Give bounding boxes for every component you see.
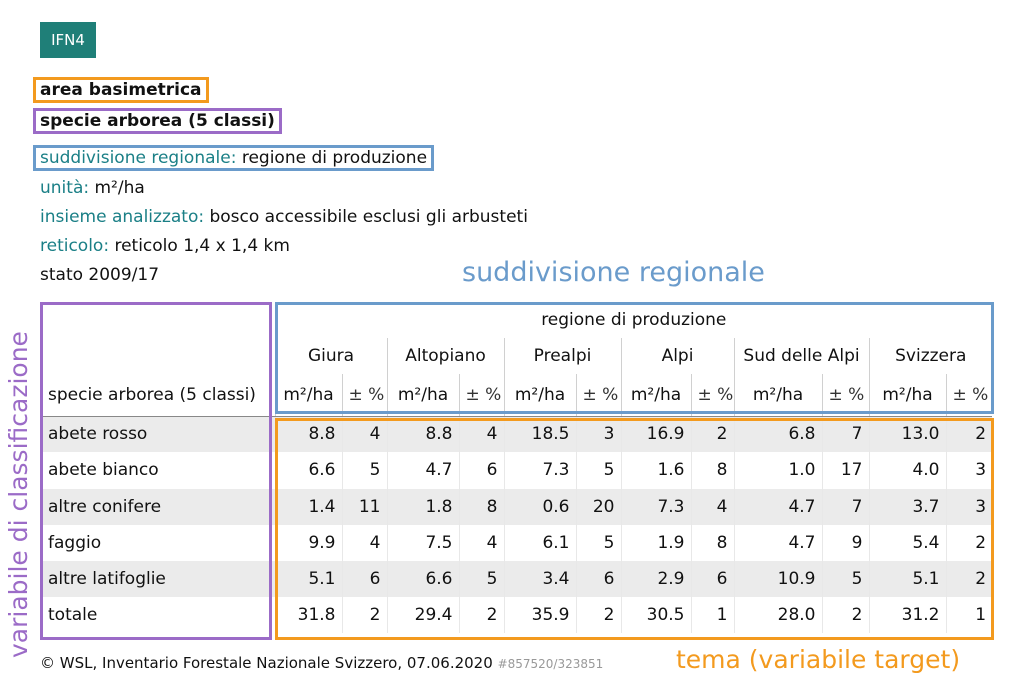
population-line — [40, 207, 528, 227]
target-annotation: tema (variabile target) — [676, 645, 961, 674]
table-row — [42, 416, 992, 452]
row-header: specie arborea (5 classi) — [42, 374, 275, 416]
value-cell: 0.6 — [504, 489, 576, 525]
error-cell: 2 — [576, 597, 621, 633]
table-row — [42, 561, 992, 597]
error-unit-header: ± % — [691, 374, 734, 416]
error-cell: 6 — [691, 561, 734, 597]
table-row — [42, 597, 992, 633]
error-cell: 3 — [946, 489, 992, 525]
value-cell: 13.0 — [869, 416, 946, 452]
grid-value: reticolo 1,4 x 1,4 km — [114, 236, 290, 256]
category-cell: totale — [48, 605, 98, 626]
value-cell: 31.8 — [275, 597, 342, 633]
table-row — [42, 525, 992, 561]
region-header: Giura — [275, 338, 387, 374]
value-cell: 31.2 — [869, 597, 946, 633]
subdivision-box — [33, 145, 434, 171]
value-cell: 2.9 — [621, 561, 691, 597]
error-cell: 20 — [576, 489, 621, 525]
value-cell: 4.7 — [387, 452, 459, 488]
error-cell: 5 — [342, 452, 387, 488]
population-value: bosco accessibile esclusi gli arbusteti — [209, 207, 528, 227]
value-cell: 35.9 — [504, 597, 576, 633]
value-cell: 9.9 — [275, 525, 342, 561]
value-cell: 7.3 — [621, 489, 691, 525]
error-cell: 7 — [822, 416, 869, 452]
unit-label: unità: — [40, 178, 90, 198]
error-cell: 2 — [691, 416, 734, 452]
classification-line — [40, 111, 282, 131]
error-cell: 4 — [459, 525, 504, 561]
error-cell: 4 — [691, 489, 734, 525]
footer — [40, 654, 603, 672]
error-cell: 5 — [576, 525, 621, 561]
value-cell: 4.7 — [734, 525, 822, 561]
table-body — [42, 416, 992, 633]
table-title: regione di produzione — [275, 302, 992, 338]
population-label: insieme analizzato: — [40, 207, 205, 227]
value-cell: 6.8 — [734, 416, 822, 452]
table-row — [42, 452, 992, 488]
error-cell: 6 — [576, 561, 621, 597]
error-cell: 8 — [691, 525, 734, 561]
error-unit-header: ± % — [822, 374, 869, 416]
value-cell: 4.0 — [869, 452, 946, 488]
region-header: Svizzera — [869, 338, 992, 374]
subdivision-value: regione di produzione — [241, 148, 428, 168]
regional-annotation: suddivisione regionale — [462, 257, 765, 288]
table-title-row — [42, 302, 992, 338]
copyright-text: © WSL, Inventario Forestale Nazionale Svizzero, 07.06.2020 — [40, 654, 493, 672]
subdivision-line — [40, 148, 434, 168]
value-cell: 8.8 — [275, 416, 342, 452]
error-cell: 7 — [822, 489, 869, 525]
value-cell: 30.5 — [621, 597, 691, 633]
region-header: Alpi — [621, 338, 734, 374]
error-cell: 3 — [576, 416, 621, 452]
theme-label: area basimetrica — [33, 77, 209, 103]
value-cell: 3.7 — [869, 489, 946, 525]
error-cell: 11 — [342, 489, 387, 525]
error-cell: 1 — [946, 597, 992, 633]
category-cell: abete rosso — [48, 424, 148, 445]
error-cell: 2 — [946, 525, 992, 561]
value-cell: 10.9 — [734, 561, 822, 597]
ifn4-badge: IFN4 — [40, 22, 96, 58]
value-cell: 1.8 — [387, 489, 459, 525]
value-cell: 7.5 — [387, 525, 459, 561]
error-cell: 2 — [946, 561, 992, 597]
value-cell: 18.5 — [504, 416, 576, 452]
value-cell: 7.3 — [504, 452, 576, 488]
error-unit-header: ± % — [459, 374, 504, 416]
error-unit-header: ± % — [946, 374, 992, 416]
error-cell: 8 — [691, 452, 734, 488]
region-header: Prealpi — [504, 338, 621, 374]
theme-line — [40, 80, 209, 100]
error-cell: 9 — [822, 525, 869, 561]
value-cell: 1.0 — [734, 452, 822, 488]
value-unit-header: m²/ha — [387, 374, 459, 416]
value-cell: 5.1 — [869, 561, 946, 597]
value-cell: 6.1 — [504, 525, 576, 561]
error-unit-header: ± % — [576, 374, 621, 416]
category-cell: faggio — [48, 533, 102, 554]
unit-line — [40, 178, 145, 198]
table-row — [42, 489, 992, 525]
error-cell: 17 — [822, 452, 869, 488]
value-cell: 16.9 — [621, 416, 691, 452]
error-cell: 1 — [691, 597, 734, 633]
error-cell: 5 — [576, 452, 621, 488]
error-cell: 8 — [459, 489, 504, 525]
value-unit-header: m²/ha — [734, 374, 822, 416]
error-cell: 2 — [342, 597, 387, 633]
error-cell: 6 — [459, 452, 504, 488]
state-line: stato 2009/17 — [40, 265, 160, 285]
value-cell: 1.4 — [275, 489, 342, 525]
error-cell: 5 — [459, 561, 504, 597]
unit-value: m²/ha — [94, 178, 145, 198]
footer-code: #857520/323851 — [497, 657, 604, 671]
classification-label: specie arborea (5 classi) — [33, 108, 282, 134]
value-cell: 29.4 — [387, 597, 459, 633]
error-unit-header: ± % — [342, 374, 387, 416]
category-cell: abete bianco — [48, 460, 159, 481]
subdivision-label: suddivisione regionale: — [40, 148, 237, 168]
error-cell: 4 — [459, 416, 504, 452]
error-cell: 2 — [459, 597, 504, 633]
value-cell: 5.4 — [869, 525, 946, 561]
value-unit-header: m²/ha — [621, 374, 691, 416]
data-table — [42, 302, 992, 633]
error-cell: 2 — [822, 597, 869, 633]
error-cell: 2 — [946, 416, 992, 452]
value-cell: 28.0 — [734, 597, 822, 633]
category-cell: altre conifere — [48, 496, 162, 517]
value-cell: 6.6 — [387, 561, 459, 597]
grid-line — [40, 236, 290, 256]
value-cell: 5.1 — [275, 561, 342, 597]
error-cell: 4 — [342, 416, 387, 452]
error-cell: 5 — [822, 561, 869, 597]
classification-annotation: variabile di classificazione — [4, 331, 33, 658]
value-cell: 3.4 — [504, 561, 576, 597]
error-cell: 6 — [342, 561, 387, 597]
value-cell: 6.6 — [275, 452, 342, 488]
grid-label: reticolo: — [40, 236, 110, 256]
region-header: Sud delle Alpi — [734, 338, 869, 374]
error-cell: 3 — [946, 452, 992, 488]
error-cell: 4 — [342, 525, 387, 561]
value-unit-header: m²/ha — [275, 374, 342, 416]
value-cell: 4.7 — [734, 489, 822, 525]
value-cell: 8.8 — [387, 416, 459, 452]
category-cell: altre latifoglie — [48, 569, 166, 590]
region-header: Altopiano — [387, 338, 504, 374]
value-unit-header: m²/ha — [504, 374, 576, 416]
value-cell: 1.9 — [621, 525, 691, 561]
value-cell: 1.6 — [621, 452, 691, 488]
value-unit-header: m²/ha — [869, 374, 946, 416]
region-header-row — [42, 338, 992, 374]
unit-header-row — [42, 374, 992, 416]
